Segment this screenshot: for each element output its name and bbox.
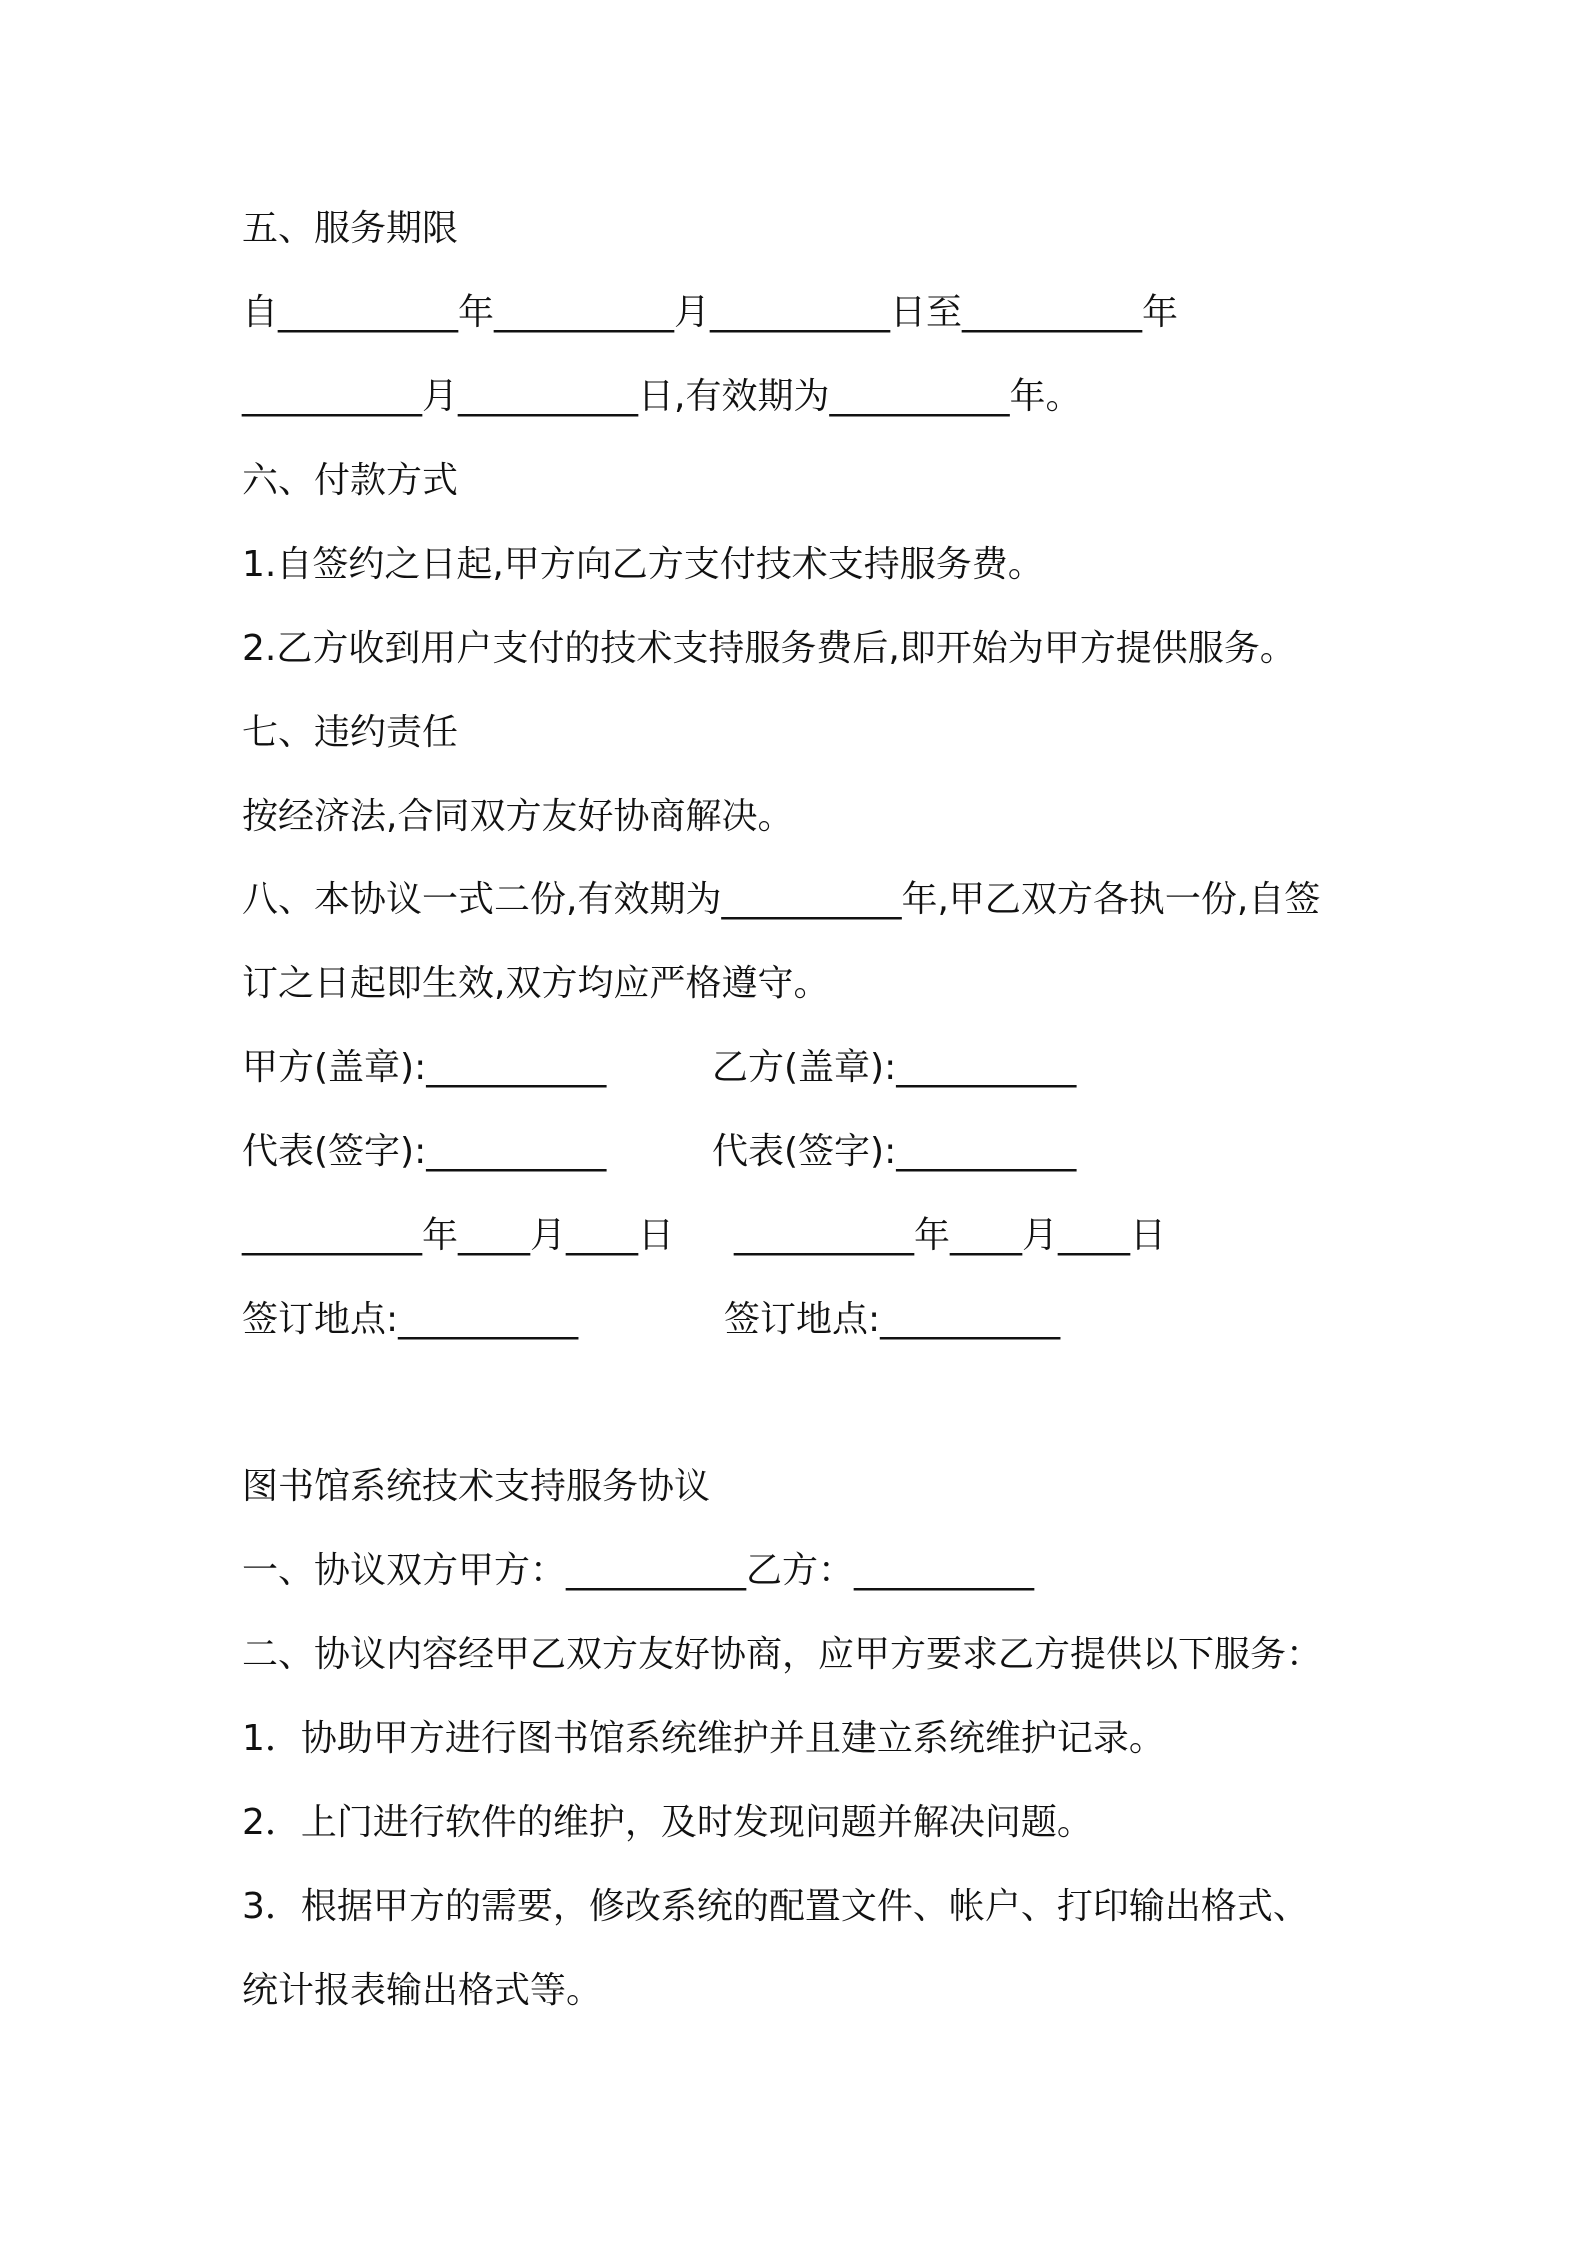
service-item-3-line-1: 3．根据甲方的需要，修改系统的配置文件、帐户、打印输出格式、 — [242, 1886, 1309, 1927]
section-8-line-1: 八、本协议一式二份,有效期为__________年,甲乙双方各执一份,自签 — [242, 879, 1321, 920]
section-7-heading: 七、违约责任 — [242, 712, 459, 753]
service-item-2: 2．上门进行软件的维护，及时发现问题并解决问题。 — [242, 1802, 1093, 1843]
agreement-content-intro: 二、协议内容经甲乙双方友好协商，应甲方要求乙方提供以下服务： — [242, 1634, 1323, 1675]
party-b-date: __________年____月____日 — [734, 1215, 1166, 1256]
service-item-3-line-2: 统计报表输出格式等。 — [242, 1970, 603, 2011]
party-a-seal: 甲方(盖章):__________ — [242, 1047, 607, 1088]
party-a-date: __________年____月____日 — [242, 1215, 674, 1256]
section-5-heading: 五、服务期限 — [242, 208, 459, 249]
agreement-title: 图书馆系统技术支持服务协议 — [242, 1466, 711, 1507]
party-b-seal: 乙方(盖章):__________ — [712, 1047, 1077, 1088]
agreement-parties: 一、协议双方甲方：__________乙方：__________ — [242, 1550, 1035, 1591]
service-period-line-2: __________月__________日,有效期为__________年。 — [242, 376, 1082, 417]
party-b-representative: 代表(签字):__________ — [712, 1131, 1077, 1172]
party-a-signing-place: 签订地点:__________ — [242, 1299, 579, 1340]
service-item-1: 1．协助甲方进行图书馆系统维护并且建立系统维护记录。 — [242, 1718, 1165, 1759]
section-6-heading: 六、付款方式 — [242, 460, 459, 501]
payment-item-1: 1.自签约之日起,甲方向乙方支付技术支持服务费。 — [242, 544, 1044, 585]
service-period-line-1: 自__________年__________月__________日至__________年 — [242, 292, 1178, 333]
section-8-line-2: 订之日起即生效,双方均应严格遵守。 — [242, 963, 830, 1004]
payment-item-2: 2.乙方收到用户支付的技术支持服务费后,即开始为甲方提供服务。 — [242, 628, 1296, 669]
party-b-signing-place: 签订地点:__________ — [724, 1299, 1061, 1340]
party-a-representative: 代表(签字):__________ — [242, 1131, 607, 1172]
liability-text: 按经济法,合同双方友好协商解决。 — [242, 796, 794, 837]
